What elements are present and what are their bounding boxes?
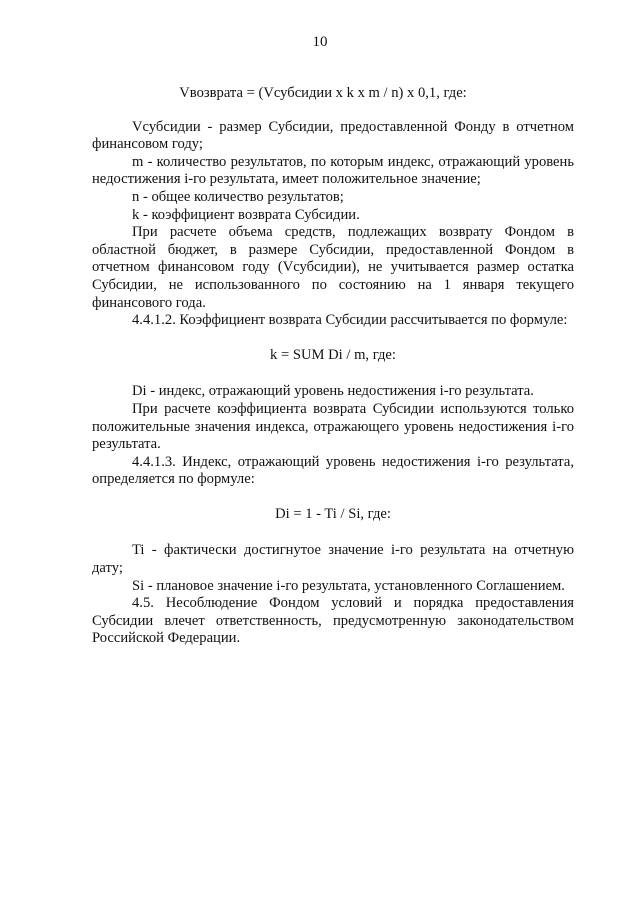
definition-m: m - количество результатов, по которым индекс, отражающий уровень недостижения i-го результата, имеет положительное значение;: [92, 153, 574, 188]
formula-index: Di = 1 - Ti / Si, где:: [275, 505, 391, 522]
definition-ti: Ti - фактически достигнутое значение i-го результата на отчетную дату;: [92, 542, 574, 577]
definition-si: Si - плановое значение i-го результата, установленного Соглашением.: [132, 577, 565, 594]
paragraph-4-4-1-3: 4.4.1.3. Индекс, отражающий уровень недостижения i-го результата, определяется по формуле:: [92, 453, 574, 488]
definition-n: n - общее количество результатов;: [132, 188, 344, 205]
formula-coefficient: k = SUM Di / m, где:: [270, 346, 396, 363]
document-body: [92, 85, 574, 648]
definition-v-subsidy: Vсубсидии - размер Субсидии, предоставленной Фонду в отчетном финансовом году;: [92, 118, 574, 153]
formula-refund-volume: Vвозврата = (Vсубсидии x k x m / n) x 0,1, где:: [179, 85, 467, 101]
paragraph-positive-note: При расчете коэффициента возврата Субсидии используются только положительные значения индекса, отражающего уровень недостижения i-го результата.: [92, 400, 574, 453]
paragraph-calc-note: При расчете объема средств, подлежащих возврату Фондом в областной бюджет, в размере Субсидии, предоставленной Фондом в отчетном финансовом году (Vсубсидии), не учитывается размер остатка Субсидии, не использованного по состоянию на 1 января текущего финансового года.: [92, 224, 574, 311]
paragraph-4-4-1-2: 4.4.1.2. Коэффициент возврата Субсидии рассчитывается по формуле:: [132, 312, 568, 329]
definition-k: k - коэффициент возврата Субсидии.: [132, 206, 360, 223]
definition-di: Di - индекс, отражающий уровень недостижения i-го результата.: [132, 383, 534, 400]
paragraph-4-5: 4.5. Несоблюдение Фондом условий и порядка предоставления Субсидии влечет ответственность, предусмотренную законодательством Российской Федерации.: [92, 595, 574, 647]
page-number: 10: [312, 34, 328, 50]
